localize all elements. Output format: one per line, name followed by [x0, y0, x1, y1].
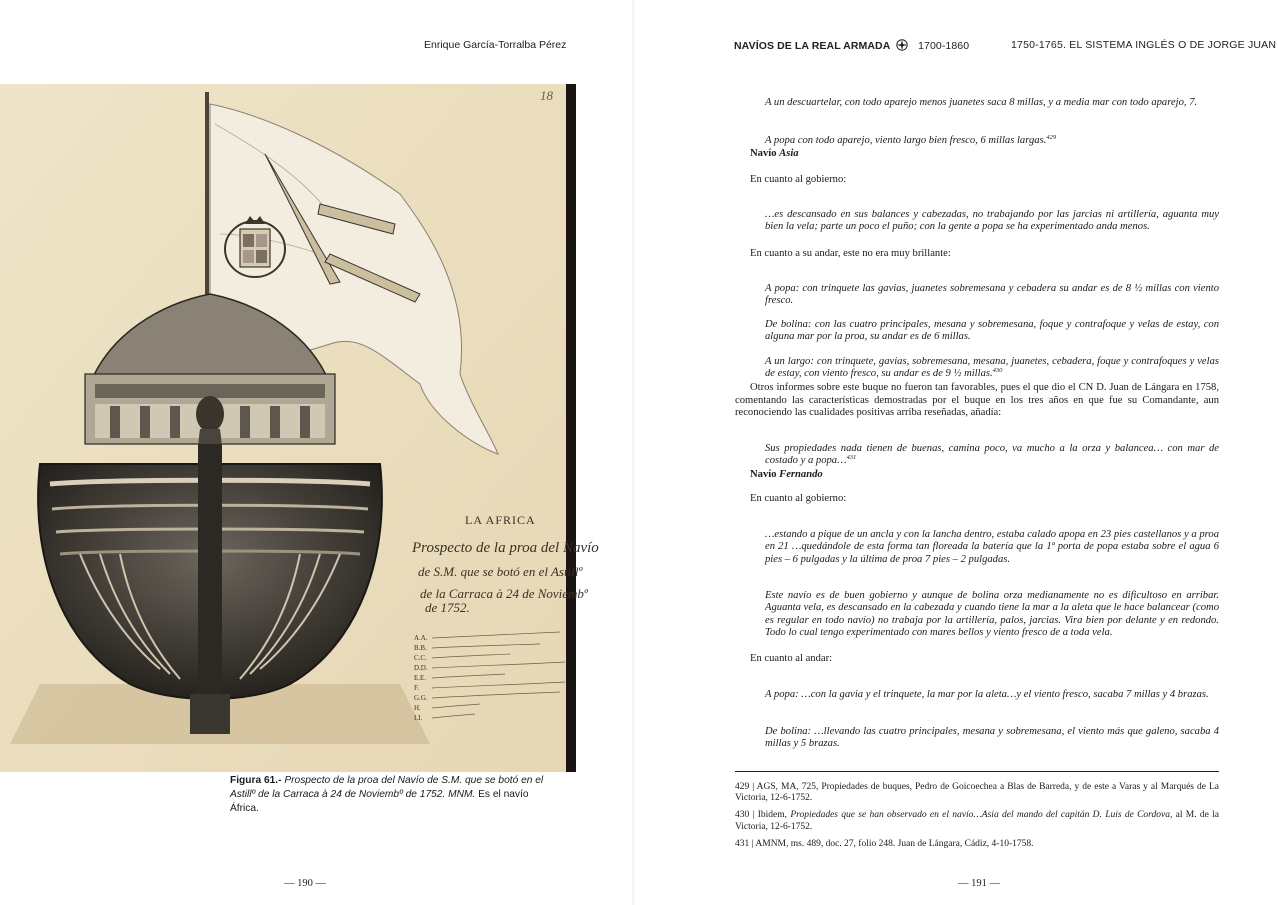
legend-letter: H.: [414, 704, 421, 712]
drawing-script-line-3: de la Carraca à 24 de Noviembº: [420, 586, 588, 601]
heading-fernando: [735, 469, 1219, 482]
section-heading: [750, 148, 1219, 161]
caption-tail: Es el navío África.: [230, 789, 529, 814]
running-header-chapter: 1750-1765. EL SISTEMA INGLÉS O DE JORGE JUAN: [1011, 39, 1277, 51]
paragraph: Otros informes sobre este buque no fueron tan favorables, pues el que dio el CN D. Juan de Lángara en 1758, comentando las características demostradas por el buque en los tres años en que fue su Comandante, aun reconociendo las cualidades positivas arriba reseñadas, añadía:: [735, 382, 1219, 419]
heading-prefix: Navío: [750, 469, 777, 480]
book-years: 1700-1860: [918, 40, 970, 52]
drawing-script-line-1: Prospecto de la proa del Navío: [412, 540, 599, 556]
page-number-left: — 190 —: [284, 878, 326, 889]
quote-text: A popa con todo aparejo, viento largo bien fresco, 6 millas largas.: [765, 134, 1047, 146]
caption-text: Prospecto de la proa del Navío de S.M. que se botó en el Astillº de la Carraca à 24 de Noviembº de 1752. MNM.: [230, 775, 544, 800]
quote-descansado: [735, 198, 1219, 244]
footnote-number: 430 |: [735, 810, 755, 821]
footnote-text: AMNM, ms. 489, doc. 27, folio 248. Juan de Lángara, Cádiz, 4-10-1758.: [755, 838, 1034, 849]
block-quote: …es descansado en sus balances y cabezadas, no trabajando por las jarcias ni artillería, aguanta muy bien la vela; parte un poco el puño; con la gente a popa se ha experimentado anda menos.: [765, 208, 1219, 233]
paragraph: En cuanto a su andar, este no era muy brillante:: [750, 248, 951, 259]
footnote-number: 431 |: [735, 838, 754, 849]
quote-buen-gobierno: [735, 579, 1219, 651]
keel-support: [190, 694, 230, 734]
footnotes: [735, 782, 1219, 856]
block-quote: Este navío es de buen gobierno y aunque de bolina orza medianamente no es dificultoso en arribar. Aguanta vela, es descansado en la cabezada y cuando tiene la mar a la aleta que le hace balancear (como es regular en todo navío) no trabaja por la artillería, palos, jarcias. Vira bien por delante y en redondo. Todo lo cual tengo experimentado con mares bellos y viento fresco de a toda vela.: [765, 589, 1219, 639]
footnote-430: [735, 810, 1219, 832]
legend-letter: A.A.: [414, 634, 428, 642]
legend-letter: G.G.: [414, 694, 428, 702]
running-header-book: [734, 39, 969, 52]
page-number-right: — 191 —: [958, 878, 1000, 889]
drawing-script-line-4: de 1752.: [425, 600, 470, 615]
legend-letter: F.: [414, 684, 420, 692]
paragraph: En cuanto al andar:: [750, 653, 833, 664]
legend-letter: C.C.: [414, 654, 427, 662]
running-header-author: Enrique García-Torralba Pérez: [424, 39, 567, 51]
quote-pique: [735, 518, 1219, 577]
block-quote: A popa: …con la gavia y el trinquete, la mar por la aleta…y el viento fresco, sacaba 7 millas y 4 brazas.: [765, 688, 1209, 700]
legend-letter: I.I.: [414, 714, 423, 722]
footnote-rule: [735, 771, 1219, 772]
quote-descuartelar: [735, 86, 1219, 120]
quote-text: Sus propiedades nada tienen de buenas, camina poco, va mucho a la orza y balancea… con mar de costado y a popa…: [765, 442, 1219, 467]
footnote-431: [735, 839, 1219, 850]
section-heading: [750, 469, 1219, 482]
caption-label: Figura 61.-: [230, 775, 282, 786]
block-quote: …estando a pique de un ancla y con la lancha dentro, estaba calado apopa en 23 pies castellanos y a proa en 21 …quedándole de esta forma tan floreada la batería que la 1ª porta de popa estaba sobre el agua 6 pies – 6 pulgadas y la última de proa 7 pies – 2 pulgadas.: [765, 528, 1219, 565]
drawing-script-line-2: de S.M. que se botó en el Astillº: [418, 564, 583, 579]
para-andar-2: [735, 653, 1219, 666]
para-otros-informes: [735, 382, 1219, 420]
heading-ship-name: Asia: [779, 148, 799, 159]
heading-ship-name: Fernando: [779, 469, 823, 480]
para-andar-1: [735, 248, 1219, 261]
block-quote: De bolina: …llevando las cuatro principales, mesana y sobremesana, el viento más que galeno, sacaba 4 millas y 5 brazas.: [765, 725, 1219, 750]
footnote-ref-430: 430: [992, 367, 1003, 375]
drawing-title: LA AFRICA: [465, 513, 536, 527]
footnote-text: AGS, MA, 725, Propiedades de buques, Pedro de Goicoechea a Blas de Barreda, y de este a Varas y al Marqués de La Victoria, 12-6-1752.: [735, 782, 1219, 804]
heading-prefix: Navío: [750, 148, 777, 159]
block-quote: [765, 135, 1219, 148]
legend-letter: E.E.: [414, 674, 427, 682]
block-quote: De bolina: con las cuatro principales, mesana y sobremesana, foque y contrafoque y velas de estay, con alguna mar por la proa, su andar es de 6 millas.: [765, 318, 1219, 343]
footnote-ref-429: 429: [1046, 133, 1057, 141]
block-quote: [765, 356, 1219, 381]
footnote-text-pre: Ibidem,: [757, 810, 788, 821]
quote-gavia: [735, 678, 1219, 712]
footnote-text-post: al M. de la Victoria, 12-6-1752.: [735, 810, 1220, 832]
left-page: [0, 0, 628, 905]
ship-illustration: [0, 84, 599, 772]
sheet-number: 18: [540, 88, 553, 103]
ship-bow-drawing: [0, 84, 599, 772]
paragraph: En cuanto al gobierno:: [750, 493, 847, 504]
right-page: [640, 0, 1278, 905]
figure-caption: [230, 774, 550, 816]
block-quote: A popa: con trinquete las gavias, juanetes sobremesana y cebadera su andar es de 8 ½ millas con viento fresco.: [765, 282, 1219, 307]
paragraph: En cuanto al gobierno:: [750, 174, 847, 185]
footnote-ref-431: 431: [846, 454, 857, 462]
sheet-edge: [566, 84, 576, 772]
block-quote: [765, 443, 1219, 468]
para-gobierno-2: [735, 493, 1219, 506]
footnote-text-italic: Propiedades que se han observado en el navío…Asia del mando del capitán D. Luis de Cordova,: [790, 810, 1173, 821]
block-quote: A un descuartelar, con todo aparejo menos juanetes saca 8 millas, y a media mar con todo aparejo, 7.: [765, 96, 1198, 108]
quote-text: A un largo: con trinquete, gavias, sobremesana, mesana, juanetes, cebadera, foque y contrafoques y velas de estay, con viento fresco, su andar es de 9 ½ millas.: [765, 355, 1219, 380]
footnote-number: 429 |: [735, 782, 755, 792]
keel-post: [198, 444, 222, 704]
book-title: NAVÍOS DE LA REAL ARMADA: [734, 40, 891, 52]
para-gobierno-1: [735, 174, 1219, 187]
legend-letter: D.D.: [414, 664, 428, 672]
book-spine: [632, 0, 636, 905]
footnote-429: [735, 782, 1219, 804]
compass-rose-icon: [896, 39, 908, 51]
legend-letter: B.B.: [414, 644, 427, 652]
heading-asia: [735, 148, 1219, 161]
quote-bolina-2: [735, 715, 1219, 761]
